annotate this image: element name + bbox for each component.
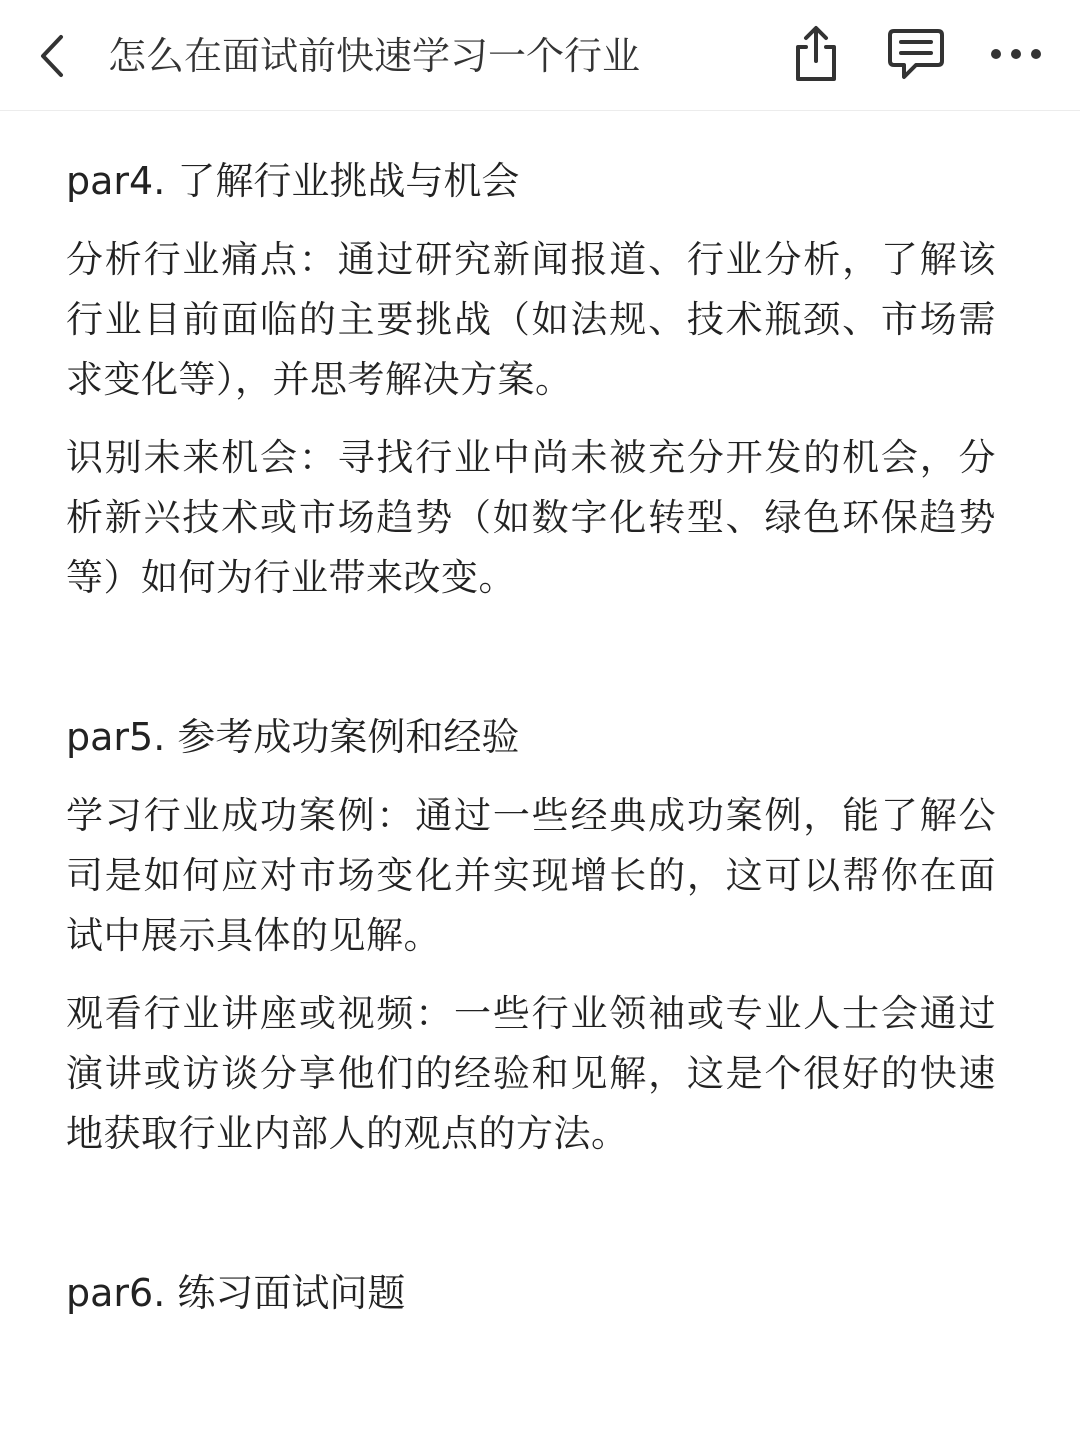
- paragraph: 识别未来机会：寻找行业中尚未被充分开发的机会，分析新兴技术或市场趋势（如数字化转型、绿色环保趋势等）如何为行业带来改变。: [66, 436, 996, 599]
- section-par4: [66, 150, 996, 608]
- paragraph: 分析行业痛点：通过研究新闻报道、行业分析，了解该行业目前面临的主要挑战（如法规、技术瓶颈、市场需求变化等），并思考解决方案。: [66, 238, 996, 401]
- paragraph: 学习行业成功案例：通过一些经典成功案例，能了解公司是如何应对市场变化并实现增长的，这可以帮你在面试中展示具体的见解。: [66, 794, 996, 957]
- back-button[interactable]: [28, 28, 76, 84]
- section-heading: par6. 练习面试问题: [66, 1271, 406, 1315]
- chevron-left-icon: [37, 33, 67, 79]
- comment-button[interactable]: [884, 22, 948, 86]
- section-spacer: [66, 1182, 996, 1262]
- page-title: 怎么在面试前快速学习一个行业: [108, 34, 641, 78]
- section-par5: [66, 706, 996, 1164]
- comment-icon: [886, 25, 946, 83]
- section-par6: [66, 1262, 996, 1324]
- top-nav-bar: [0, 0, 1080, 111]
- section-heading: par5. 参考成功案例和经验: [66, 715, 520, 759]
- section-spacer: [66, 626, 996, 706]
- more-button[interactable]: [984, 22, 1048, 86]
- share-icon: [788, 23, 844, 85]
- paragraph: 观看行业讲座或视频：一些行业领袖或专业人士会通过演讲或访谈分享他们的经验和见解，这是个很好的快速地获取行业内部人的观点的方法。: [66, 992, 996, 1155]
- share-button[interactable]: [784, 22, 848, 86]
- article-content: [66, 150, 996, 1342]
- section-heading: par4. 了解行业挑战与机会: [66, 159, 520, 203]
- more-horizontal-icon: [988, 46, 1044, 62]
